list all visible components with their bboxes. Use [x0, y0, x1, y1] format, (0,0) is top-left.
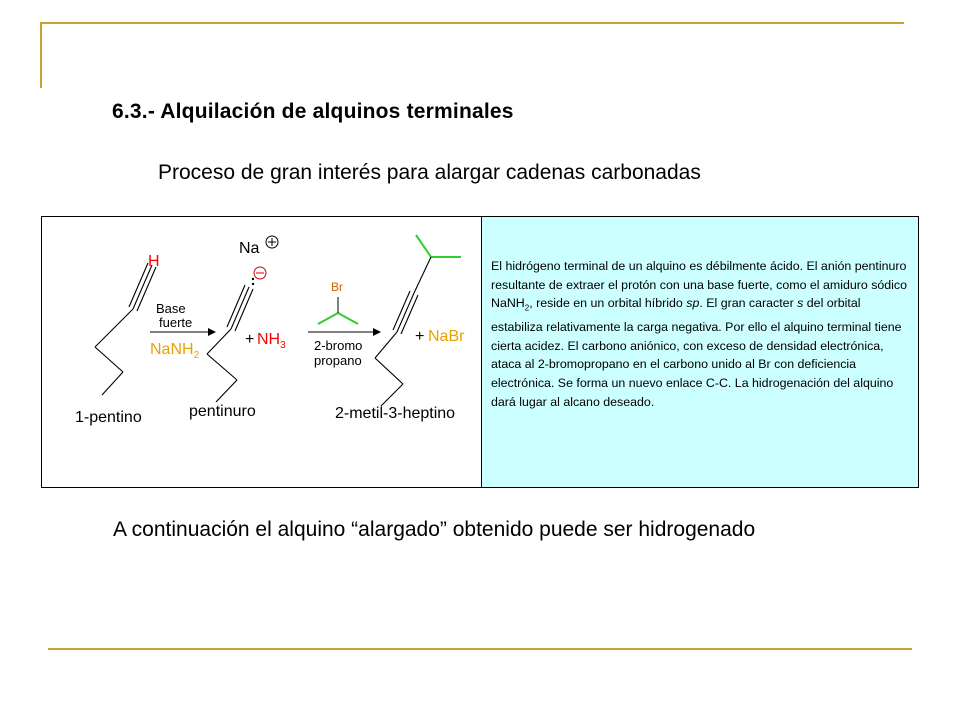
bottom-gold-rule — [48, 648, 912, 650]
bromopropane-structure — [318, 297, 358, 324]
ammonia-label: $NH_3$ — [257, 331, 286, 351]
slide-title: 6.3.- Alquilación de alquinos terminales — [112, 100, 514, 123]
explanation-text: El hidrógeno terminal de un alquino es débilmente ácido. El anión pentinuro resultante de extraer el protón con una base fuerte, como el amiduro sódico NaNH$_2$, reside en un orbital híbrido sp. El gran caracter s del orbital estabiliza relativamente la carga negativa. Por ello el alquino terminal tiene cierta acidez. El carbono aniónico, con exceso de densidad electrónica, ataca al 2-bromopropano en el carbono unido al Br con deficiencia electrónica. Se forma un nuevo enlace C-C. La hidrogenación del alquino dará lugar al alcano deseado. — [491, 259, 908, 409]
explanation-box — [481, 217, 918, 487]
plus-sign-2: + — [415, 328, 425, 345]
footer-statement: A continuación el alquino “alargado” obtenido puede ser hidrogenado — [113, 518, 756, 541]
bromine-label: Br — [331, 280, 343, 294]
reaction-panel — [41, 216, 919, 488]
arrow2-label-line1: 2-bromo — [314, 338, 363, 353]
top-gold-rule — [40, 22, 904, 24]
product-name: 2-metil-3-heptino — [335, 405, 456, 422]
arrow1-reagent: NaNH$_2$ — [150, 341, 200, 361]
reactant-h-label: H — [148, 253, 160, 270]
arrow1-label-base: Base — [156, 301, 186, 316]
negative-charge-icon — [254, 267, 266, 279]
arrow2 — [308, 328, 381, 336]
plus-sign-1: + — [245, 331, 255, 348]
left-gold-rule — [40, 22, 42, 88]
reactant-name: 1-pentino — [75, 409, 142, 426]
arrow2-label-line2: propano — [314, 353, 362, 368]
arrow1-label-fuerte: fuerte — [159, 315, 193, 330]
slide-subtitle: Proceso de gran interés para alargar cadenas carbonadas — [158, 161, 701, 184]
positive-charge-icon — [266, 236, 278, 248]
pentyne-structure — [95, 263, 156, 395]
sodium-label: Na — [239, 240, 260, 257]
intermediate-name: pentinuro — [189, 403, 256, 420]
lone-pair-icon — [252, 278, 254, 285]
reaction-scheme-drawing — [42, 217, 481, 487]
isopropyl-group — [416, 235, 461, 257]
reaction-scheme — [42, 217, 481, 487]
sodium-bromide-label: NaBr — [428, 328, 465, 345]
